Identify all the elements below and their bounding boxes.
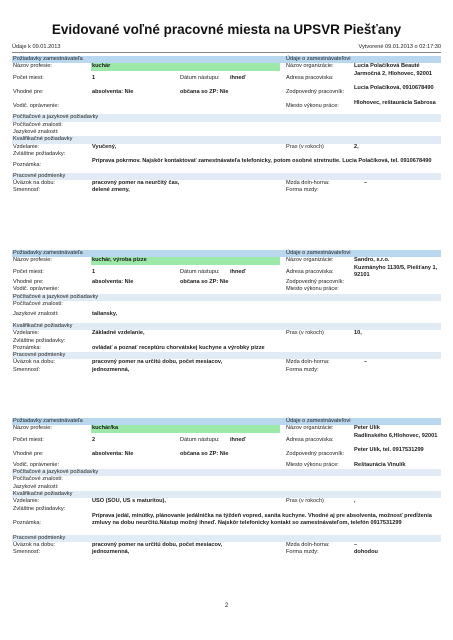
license-row <box>12 286 441 293</box>
education-label: Vzdelanie: <box>13 330 40 337</box>
note-label: Poznámka: <box>13 162 41 169</box>
positions-value: 1 <box>92 74 96 81</box>
positions-value: 1 <box>92 268 96 275</box>
contact-value: Lucia Polačíková, 0910678490 <box>354 85 434 92</box>
org-name-value: Lucia Polačíková Beauté <box>354 63 420 70</box>
workplace-value: Hlohovec, reštaurácia Sabrosa <box>354 99 436 106</box>
work-conditions-heading: Pracovné podmienky <box>13 172 66 179</box>
contract-row <box>12 542 441 549</box>
experience-value: 2, <box>354 143 359 150</box>
suitable-label: Vhodné pre: <box>13 451 44 458</box>
workplace-value: Reštaurácia Vinulík <box>354 461 406 468</box>
graduate-value: absolventa: Nie <box>92 451 134 458</box>
employer-info-heading: Údaje o zamestnávateľovi <box>286 250 351 256</box>
pc-skills-row <box>12 476 441 483</box>
address-value: Radlinského 6,Hlohovec, 92001 <box>354 432 438 439</box>
employment-form-label: Forma mzdy: <box>286 187 319 194</box>
shifts-value: jednozmenná, <box>92 549 130 556</box>
license-row <box>12 462 441 469</box>
pc-skills-label: Počítačové znalosti: <box>13 476 63 483</box>
employment-form-label: Forma mzdy: <box>286 549 319 556</box>
license-label: Vodič. oprávnenie: <box>13 461 60 468</box>
education-label: Vzdelanie: <box>13 498 40 505</box>
contract-label: Úväzok na dobu: <box>13 542 55 549</box>
work-conditions-heading-row <box>12 173 441 180</box>
profession-value: kuchár, výroba pizze <box>92 257 147 264</box>
graduate-value: absolventa: Nie <box>92 279 134 286</box>
education-row <box>12 330 441 337</box>
education-value: Základné vzdelanie, <box>92 330 145 337</box>
employer-reqs-heading: Požiadavky zamestnávateľa <box>13 250 83 256</box>
profession-highlight <box>91 63 280 70</box>
profession-value: kuchár/ka <box>92 425 119 432</box>
experience-label: Prax (v rokoch) <box>286 143 324 150</box>
pc-lang-heading-row <box>12 114 441 121</box>
pc-lang-heading-row <box>12 294 441 301</box>
shifts-row <box>12 367 441 374</box>
start-date-value: ihneď <box>230 268 246 275</box>
profession-row <box>12 63 441 70</box>
experience-label: Prax (v rokoch) <box>286 498 324 505</box>
pc-skills-row <box>12 301 441 308</box>
pc-lang-heading: Počítačové a jazykové požiadavky <box>13 293 99 300</box>
shifts-label: Smennosť: <box>13 187 41 194</box>
education-label: Vzdelanie: <box>13 143 40 150</box>
suitable-label: Vhodné pre: <box>13 89 44 96</box>
contract-value: pracovný pomer na neurčitý čas, <box>92 180 180 187</box>
other-reqs-row <box>12 151 441 158</box>
workplace-label: Miesto výkonu práce: <box>286 286 339 293</box>
shifts-value: delené zmeny, <box>92 187 130 194</box>
positions-label: Počet miest: <box>13 436 44 443</box>
salary-value: – <box>364 180 368 187</box>
note-value: Príprava pokrmov. Najskôr kontaktovať zamestnávateľa telefonicky, potom osobné stretnutie. Lucia Polačíková, tel. 0910678490 <box>92 158 432 165</box>
org-name-label: Názov organizácie: <box>286 425 334 432</box>
start-date-label: Dátum nástupu: <box>180 74 220 81</box>
profession-highlight <box>91 425 280 432</box>
shifts-row <box>12 549 441 556</box>
note-row <box>12 513 441 535</box>
languages-row <box>12 129 441 136</box>
profession-row <box>12 425 441 432</box>
profession-label: Názov profesie: <box>13 425 52 432</box>
profession-label: Názov profesie: <box>13 63 52 70</box>
qualification-heading: Kvalifikačné požiadavky <box>13 136 73 143</box>
other-reqs-label: Zvláštne požiadavky: <box>13 150 66 157</box>
contact-label: Zodpovedný pracovník: <box>286 89 345 96</box>
salary-label: Mzda doln-horna: <box>286 180 330 187</box>
salary-value: – <box>354 542 358 549</box>
disability-value: občana so ZP: Nie <box>180 279 229 286</box>
suitable-row <box>12 447 441 462</box>
address-label: Adresa pracoviska: <box>286 436 334 443</box>
page-number: 2 <box>224 603 229 609</box>
profession-label: Názov profesie: <box>13 257 52 264</box>
workplace-label: Miesto výkonu práce: <box>286 461 339 468</box>
positions-row <box>12 265 441 280</box>
languages-label: Jazykové znalosti: <box>13 311 59 318</box>
contract-row <box>12 359 441 366</box>
shifts-row <box>12 187 441 194</box>
address-value: Kuzmányho 1130/5, Piešťany 1, 92101 <box>354 264 438 278</box>
profession-row <box>12 257 441 264</box>
note-label: Poznámka: <box>13 519 41 526</box>
experience-value: , <box>354 498 356 505</box>
section-header <box>12 250 441 257</box>
address-label: Adresa pracoviska: <box>286 268 334 275</box>
other-reqs-label: Zvláštne požiadavky: <box>13 337 66 344</box>
salary-value: – <box>364 359 368 366</box>
positions-value: 2 <box>92 436 96 443</box>
languages-row <box>12 484 441 491</box>
education-value: USO (SOU, US s maturitou), <box>92 498 166 505</box>
data-date: Údaje k 09.01.2013 <box>12 44 61 50</box>
start-date-label: Dátum nástupu: <box>180 268 220 275</box>
qualification-heading-row <box>12 323 441 330</box>
graduate-value: absolventa: Nie <box>92 89 134 96</box>
org-name-label: Názov organizácie: <box>286 63 334 70</box>
positions-label: Počet miest: <box>13 268 44 275</box>
license-row <box>12 100 441 115</box>
org-name-value: Sandro, s.r.o. <box>354 257 390 264</box>
languages-label: Jazykové znalosti: <box>13 128 59 135</box>
address-value: Jarmočná 2, Hlohovec, 92001 <box>354 70 433 77</box>
other-reqs-row <box>12 338 441 345</box>
work-conditions-heading-row <box>12 352 441 359</box>
salary-label: Mzda doln-horna: <box>286 542 330 549</box>
qualification-heading-row <box>12 491 441 498</box>
page-title: Evidované voľné pracovné miesta na UPSVR Piešťany <box>51 22 402 37</box>
contact-label: Zodpovedný pracovník: <box>286 279 345 286</box>
contract-row <box>12 180 441 187</box>
section-header <box>12 418 441 425</box>
other-reqs-label: Zvláštne požiadavky: <box>13 505 66 512</box>
employer-info-heading: Údaje o zamestnávateľovi <box>286 418 351 424</box>
shifts-label: Smennosť: <box>13 549 41 556</box>
pc-skills-row <box>12 122 441 129</box>
contact-value: Peter Ulík, tel. 0917531299 <box>354 447 424 454</box>
created-timestamp: Vytvorené 09.01.2013 o 02:17:30 <box>358 44 441 50</box>
job-listing-1 <box>12 56 441 195</box>
work-conditions-heading: Pracovné podmienky <box>13 352 66 359</box>
license-label: Vodič. oprávnenie: <box>13 286 60 293</box>
qualification-heading: Kvalifikačné požiadavky <box>13 322 73 329</box>
positions-row <box>12 71 441 86</box>
note-label: Poznámka: <box>13 344 41 351</box>
contract-label: Úväzok na dobu: <box>13 180 55 187</box>
note-row <box>12 345 441 352</box>
qualification-heading-row <box>12 136 441 143</box>
employment-form-value: dohodou <box>354 549 378 556</box>
note-value: ovládať a poznať receptúru chorvátskej kuchyne a výrobky pizze <box>92 344 265 351</box>
header-rule <box>12 52 441 53</box>
employer-info-heading: Údaje o zamestnávateľovi <box>286 56 351 62</box>
positions-row <box>12 433 441 448</box>
experience-label: Prax (v rokoch) <box>286 330 324 337</box>
note-value: Príprava jedál, minútky, plánovanie jedálnička na týždeň vopred, sanita kuchyne. Vhodné aj pre absolventa, možnosť predĺženia zmluvy na dobu neurčitú.Nástup možný ihneď. Najskôr telefonicky kontakt so zamestnávateľom, telefón 0917531299 <box>92 512 432 527</box>
pc-skills-label: Počítačové znalosti: <box>13 301 63 308</box>
org-name-label: Názov organizácie: <box>286 257 334 264</box>
pc-lang-heading-row <box>12 469 441 476</box>
pc-skills-label: Počítačové znalosti: <box>13 121 63 128</box>
languages-row <box>12 308 441 323</box>
section-header <box>12 56 441 63</box>
contact-label: Zodpovedný pracovník: <box>286 451 345 458</box>
address-label: Adresa pracoviska: <box>286 74 334 81</box>
education-value: Vyučený, <box>92 143 117 150</box>
pc-lang-heading: Počítačové a jazykové požiadavky <box>13 114 99 121</box>
note-row <box>12 158 441 173</box>
job-listing-3 <box>12 418 441 557</box>
suitable-row <box>12 279 441 286</box>
education-row <box>12 498 441 505</box>
employer-reqs-heading: Požiadavky zamestnávateľa <box>13 418 83 424</box>
start-date-label: Dátum nástupu: <box>180 436 220 443</box>
license-label: Vodič. oprávnenie: <box>13 102 60 109</box>
contract-label: Úväzok na dobu: <box>13 359 55 366</box>
start-date-value: ihneď <box>230 436 246 443</box>
shifts-value: jednozmenná, <box>92 366 130 373</box>
job-listing-2 <box>12 250 441 374</box>
disability-value: občana so ZP: Nie <box>180 89 229 96</box>
qualification-heading: Kvalifikačné požiadavky <box>13 490 73 497</box>
disability-value: občana so ZP: Nie <box>180 451 229 458</box>
org-name-value: Peter Ulík <box>354 425 380 432</box>
salary-label: Mzda doln-horna: <box>286 359 330 366</box>
contract-value: pracovný pomer na určitú dobu, počet mesiacov, <box>92 542 223 549</box>
positions-label: Počet miest: <box>13 74 44 81</box>
work-conditions-heading-row <box>12 535 441 542</box>
languages-label: Jazykové znalosti: <box>13 483 59 490</box>
suitable-row <box>12 85 441 100</box>
profession-value: kuchár <box>92 63 111 70</box>
experience-value: 10, <box>354 330 362 337</box>
pc-lang-heading: Počítačové a jazykové požiadavky <box>13 469 99 476</box>
shifts-label: Smennosť: <box>13 366 41 373</box>
employer-reqs-heading: Požiadavky zamestnávateľa <box>13 56 83 62</box>
workplace-label: Miesto výkonu práce: <box>286 102 339 109</box>
contract-value: pracovný pomer na určitú dobu, počet mesiacov, <box>92 359 223 366</box>
employment-form-label: Forma mzdy: <box>286 366 319 373</box>
start-date-value: ihneď <box>230 74 246 81</box>
languages-value: taliansky, <box>92 311 118 318</box>
other-reqs-row <box>12 506 441 513</box>
work-conditions-heading: Pracovné podmienky <box>13 534 66 541</box>
suitable-label: Vhodné pre: <box>13 279 44 286</box>
education-row <box>12 144 441 151</box>
